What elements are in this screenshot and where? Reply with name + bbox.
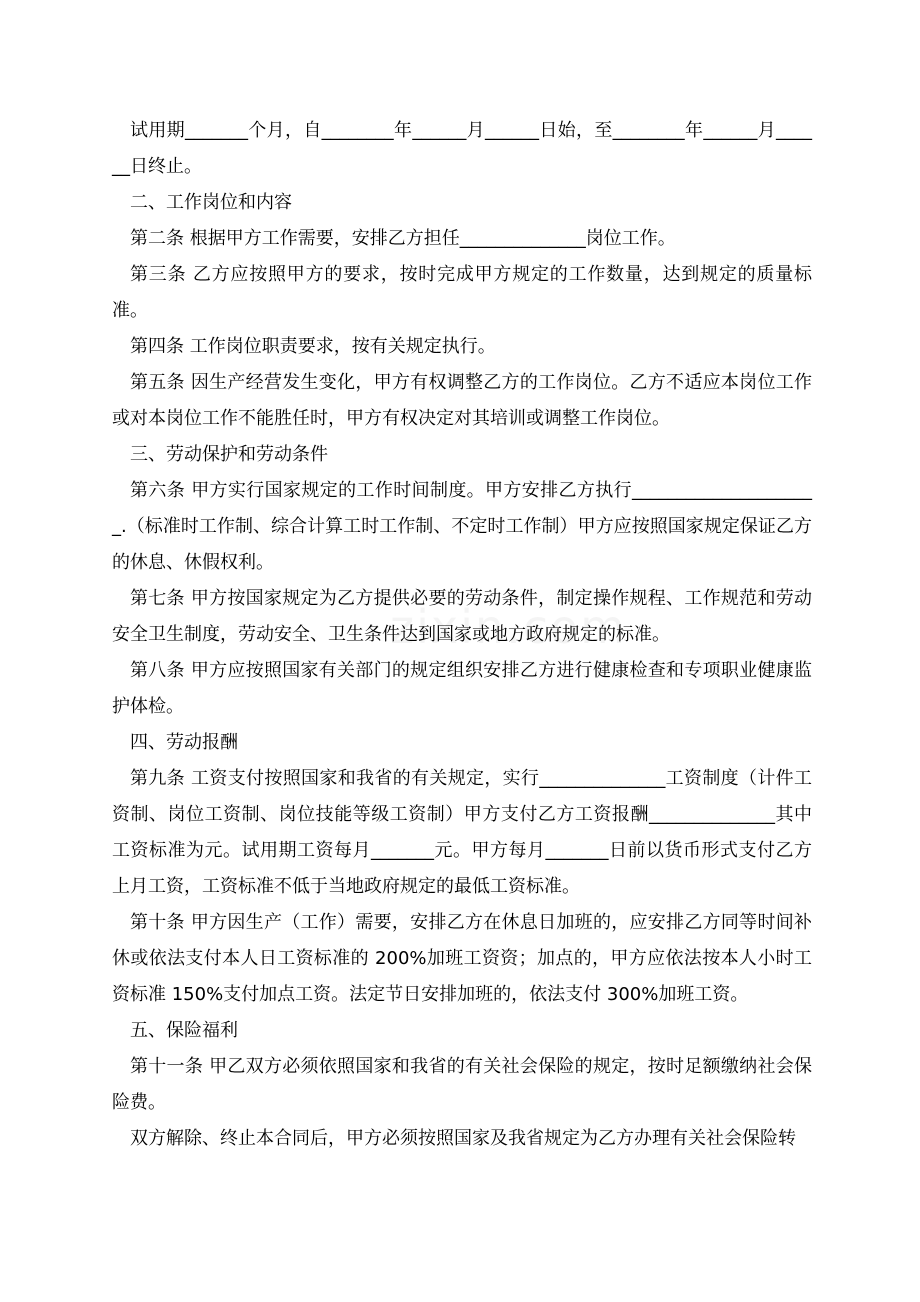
article-11: 第十一条 甲乙双方必须依照国家和我省的有关社会保险的规定，按时足额缴纳社会保险费。 <box>112 1056 812 1113</box>
document-body <box>112 113 812 1157</box>
article-8: 第八条 甲方应按照国家有关部门的规定组织安排乙方进行健康检查和专项职业健康监护体检。 <box>112 660 812 717</box>
section-heading-5: 五、保险福利 <box>130 1020 238 1041</box>
section-heading-3: 三、劳动保护和劳动条件 <box>130 444 328 465</box>
article-6: 第六条 甲方实行国家规定的工作时间制度。甲方安排乙方执行_____________________.（标准时工作制、综合计算工时工作制、不定时工作制）甲方应按照国家规定保证乙方的休息、休假权利。 <box>112 480 812 573</box>
article-9: 第九条 工资支付按照国家和我省的有关规定，实行______________工资制度（计件工资制、岗位工资制、岗位技能等级工资制）甲方支付乙方工资报酬______________其中工资标准为元。试用期工资每月_______元。甲方每月_______日前以货币形式支付乙方上月工资，工资标准不低于当地政府规定的最低工资标准。 <box>112 768 812 897</box>
article-4: 第四条 工作岗位职责要求，按有关规定执行。 <box>130 336 496 357</box>
article-2: 第二条 根据甲方工作需要，安排乙方担任______________岗位工作。 <box>130 228 676 249</box>
section-heading-2: 二、工作岗位和内容 <box>130 192 292 213</box>
paragraph-termination: 双方解除、终止本合同后，甲方必须按照国家及我省规定为乙方办理有关社会保险转 <box>130 1128 796 1149</box>
article-7: 第七条 甲方按国家规定为乙方提供必要的劳动条件，制定操作规程、工作规范和劳动安全卫生制度，劳动安全、卫生条件达到国家或地方政府规定的标准。 <box>112 588 812 645</box>
section-heading-4: 四、劳动报酬 <box>130 732 238 753</box>
paragraph-probation: 试用期_______个月，自________年______月______日始，至________年______月______日终止。 <box>112 120 812 177</box>
article-10: 第十条 甲方因生产（工作）需要，安排乙方在休息日加班的，应安排乙方同等时间补休或依法支付本人日工资标准的 200%加班工资资；加点的，甲方应依法按本人小时工资标准 150%支付加点工资。法定节日安排加班的，依法支付 300%加班工资。 <box>112 912 812 1005</box>
article-3: 第三条 乙方应按照甲方的要求，按时完成甲方规定的工作数量，达到规定的质量标准。 <box>112 264 812 321</box>
article-5: 第五条 因生产经营发生变化，甲方有权调整乙方的工作岗位。乙方不适应本岗位工作或对本岗位工作不能胜任时，甲方有权决定对其培训或调整工作岗位。 <box>112 372 812 429</box>
